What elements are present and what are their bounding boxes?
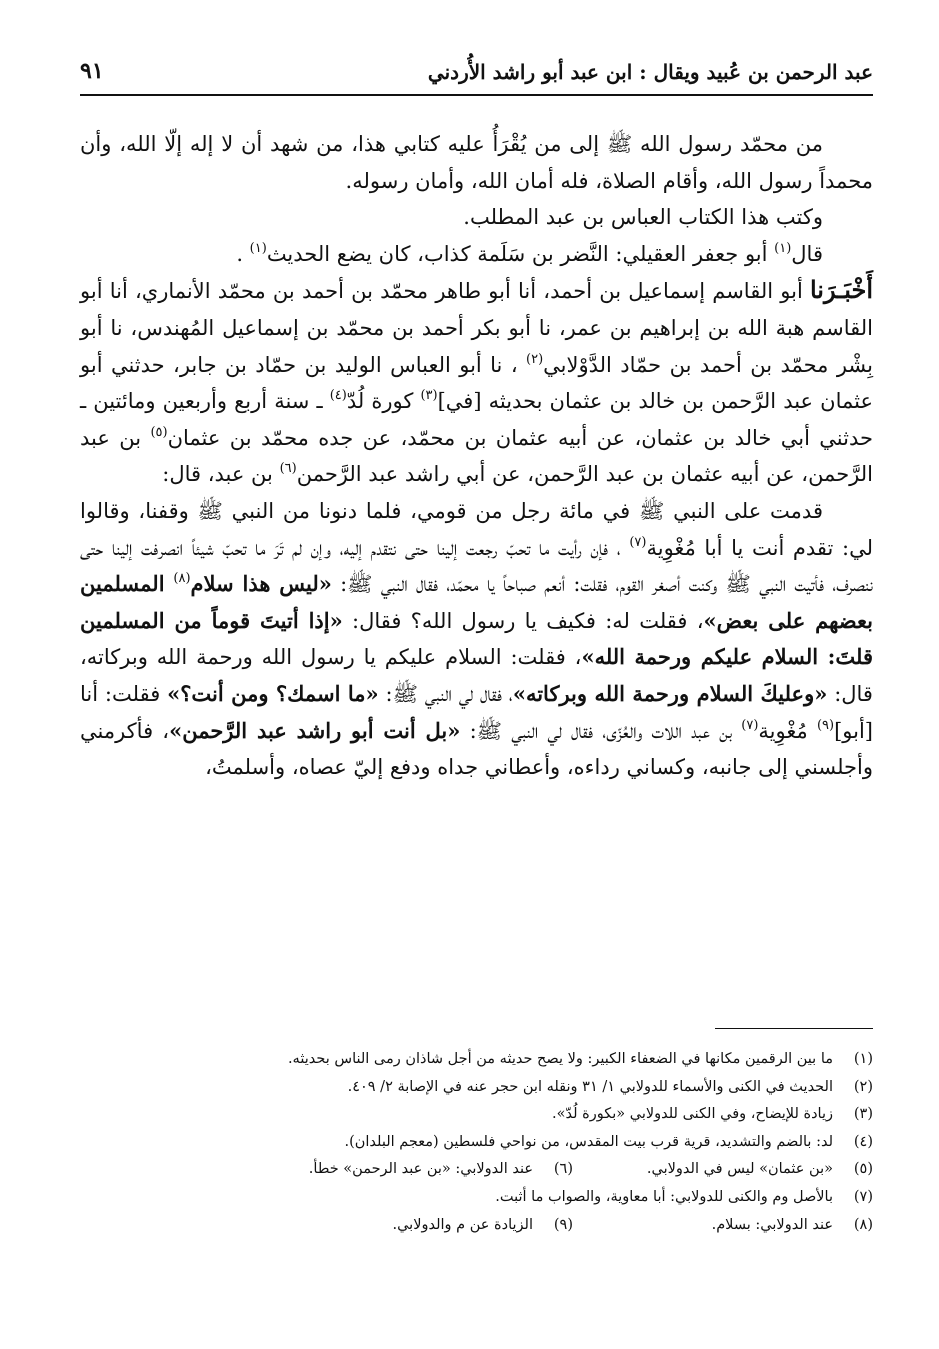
text-run: قدمت على النبي ﷺ في مائة رجل من قومي، فلما دنونا من النبي ﷺ وقفنا، وقالوا لي: تقدم أنت يا أبا مُغْوِية xyxy=(80,498,873,560)
footnote-item xyxy=(80,1184,873,1212)
footnote-number: (٢) xyxy=(853,1078,873,1095)
main-text xyxy=(80,126,873,786)
footnote-text: عند الدولابي: «بن عبد الرحمن» خطأ. xyxy=(308,1161,533,1178)
prophet-quote: «إذا أتيتَ قوماً من المسلمين قلتَ: السلام عليكم ورحمة الله» xyxy=(80,607,874,670)
footnote-item xyxy=(80,1074,873,1102)
footnote-number: (١) xyxy=(853,1051,873,1067)
footnote-text: ما بين الرقمين مكانها في الضعفاء الكبير: ولا يصح حديثه من أجل شاذان رمى الناس بحديثه. xyxy=(287,1051,833,1067)
footnote-ref[interactable]: (٥) xyxy=(150,424,168,440)
footnote-ref[interactable]: (٧) xyxy=(741,717,759,733)
footnote-text: الزيادة عن م والدولابي. xyxy=(392,1216,533,1233)
footnote-ref[interactable]: (٨) xyxy=(173,571,191,587)
footnote-number: (٤) xyxy=(853,1133,873,1150)
footnote-number: (٨) xyxy=(853,1216,873,1233)
paragraph-isnad xyxy=(80,272,873,493)
footnote-ref[interactable]: (١) xyxy=(249,240,267,256)
text-run: بن عبد الرَّحمن، عن أبيه عثمان بن عبد الرَّحمن، عن أبي راشد عبد الرَّحمن xyxy=(80,425,873,487)
footnote-text: لد: بالضم والتشديد، قرية قرب بيت المقدس، من نواحي فلسطين (معجم البلدان). xyxy=(344,1133,833,1150)
footnote-divider xyxy=(715,1028,873,1029)
text-run: ، فقلت له: فكيف يا رسول الله؟ فقال: xyxy=(342,608,704,633)
footnote-ref[interactable]: (٣) xyxy=(420,388,438,404)
text-run: قال xyxy=(791,241,823,266)
prophet-quote: «ليس هذا سلام xyxy=(190,571,332,597)
scribe-text: وكتب هذا الكتاب العباس بن عبد المطلب. xyxy=(463,205,823,230)
letter-text: من محمّد رسول الله ﷺ إلى من يُقْرَأُ عليه كتابي هذا، من شهد أن لا إله إلّا الله، وأن محمداً رسول الله، وأقام الصلاة، فله أمان الله، وأمان رسوله. xyxy=(80,132,873,193)
footnote-number: (٩) xyxy=(553,1216,573,1233)
text-run: ، فأكرمني وأجلسني إلى جانبه، وكساني رداءه، وأعطاني جداه ودفع إليّ عصاه، وأسلمتُ، xyxy=(80,718,873,780)
paragraph-uqayli xyxy=(80,236,873,273)
footnote-ref[interactable]: (٧) xyxy=(629,534,647,550)
footnote-row xyxy=(80,1212,873,1240)
paragraph-scribe xyxy=(80,199,873,236)
footnote-item xyxy=(143,1212,573,1240)
footnote-ref[interactable]: (٦) xyxy=(279,461,297,477)
footnote-text: الحديث في الكنى والأسماء للدولابي ١/ ٣١ ونقله ابن حجر عنه في الإصابة ٢/ ٤٠٩. xyxy=(347,1078,833,1095)
footnote-number: (٦) xyxy=(553,1161,573,1178)
prophet-quote: «وعليكَ السلام ورحمة الله وبركاته» xyxy=(512,680,828,706)
footnote-row xyxy=(80,1156,873,1184)
prophet-quote: «بل أنت أبو راشد عبد الرَّحمن» xyxy=(169,717,461,743)
footnote-number: (٣) xyxy=(853,1106,873,1123)
footnote-item xyxy=(573,1156,873,1184)
text-run: ـ سنة أربع وأربعين ومائتين ـ حدثني أبي خالد بن عثمان، عن أبيه عثمان بن محمّد، عن جده محمّد بن عثمان xyxy=(80,389,873,450)
akhbarana-keyword: أَخْبَـرَنا xyxy=(809,275,873,305)
footnote-text: «بن عثمان» ليس في الدولابي. xyxy=(646,1161,833,1178)
prophet-quote: المسلمين بعضهم على بعض» xyxy=(80,571,873,633)
footnote-ref[interactable]: (٤) xyxy=(329,388,347,404)
running-head: عبد الرحمن بن عُبيد ويقال : ابن عبد أبو راشد الأُردني xyxy=(427,60,873,84)
footnotes xyxy=(80,1046,873,1239)
footnote-text: بالأصل وم والكنى للدولابي: أبا معاوية، والصواب ما أثبت. xyxy=(495,1188,833,1205)
text-run: ، فقال لي النبي ﷺ: xyxy=(378,681,513,706)
text-run: ، فإن رأيت ما تحبّ رجعت إلينا حتى نتقدم إليه، وإن لم تَرَ ما تحبّ شيئاً انصرفت إلينا حتى ننصرف، فأتيت النبي ﷺ وكنت أصغر القوم، فقلت: أنعم صباحاً يا محمّد، فقال النبي ﷺ: xyxy=(80,535,873,597)
footnote-ref[interactable]: (١) xyxy=(774,240,792,256)
footnote-ref[interactable]: (٩) xyxy=(816,717,835,733)
footnote-text: زيادة للإيضاح، وفي الكنى للدولابي «بكورة لُدّ». xyxy=(552,1106,833,1123)
text-run: . xyxy=(236,241,250,266)
text-run: ، فقلت: السلام عليكم يا رسول الله ورحمة الله وبركاته، قال: xyxy=(80,645,873,706)
footnote-number: (٧) xyxy=(853,1188,873,1205)
text-run: أبو جعفر العقيلي: النَّضر بن سَلَمة كذاب، كان يضع الحديث xyxy=(266,241,775,266)
footnote-item xyxy=(143,1156,573,1184)
page-header xyxy=(80,54,873,96)
footnote-item xyxy=(80,1046,873,1074)
footnote-number: (٥) xyxy=(853,1161,873,1178)
text-run: فقلت: أنا [أبو] xyxy=(80,681,873,743)
page-number: ٩١ xyxy=(80,58,104,84)
text-run: بن عبد اللات والعُزّى، فقال لي النبي ﷺ: xyxy=(460,718,742,743)
text-run: كورة لُدّ xyxy=(346,389,421,414)
paragraph-narration xyxy=(80,493,873,786)
text-run: بن عبد، قال: xyxy=(162,462,280,487)
footnote-ref[interactable]: (٢) xyxy=(526,351,544,367)
footnote-item xyxy=(573,1212,873,1240)
footnote-item xyxy=(80,1101,873,1129)
footnote-item xyxy=(80,1129,873,1157)
prophet-quote: «ما اسمك؟ ومن أنت؟» xyxy=(167,680,379,706)
text-run: مُغْوِية xyxy=(758,718,817,743)
text-run: ، نا أبو العباس الوليد بن حمّاد بن جابر، حدثني أبو عثمان عبد الرَّحمن بن خالد بن عثمان بحديثه [في] xyxy=(80,352,873,414)
footnote-text: عند الدولابي: بسلام. xyxy=(711,1216,833,1233)
text-run: أبو القاسم إسماعيل بن أحمد، أنا أبو طاهر محمّد بن أحمد بن محمّد الأنماري، أنا أبو القاسم هبة الله بن إبراهيم بن عمر، نا أبو بكر أحمد بن محمّد بن إسماعيل المُهندس، نا أبو بِشْر محمّد بن أحمد بن حمّاد الدَّوْلابي xyxy=(80,279,874,377)
paragraph-letter xyxy=(80,126,873,199)
